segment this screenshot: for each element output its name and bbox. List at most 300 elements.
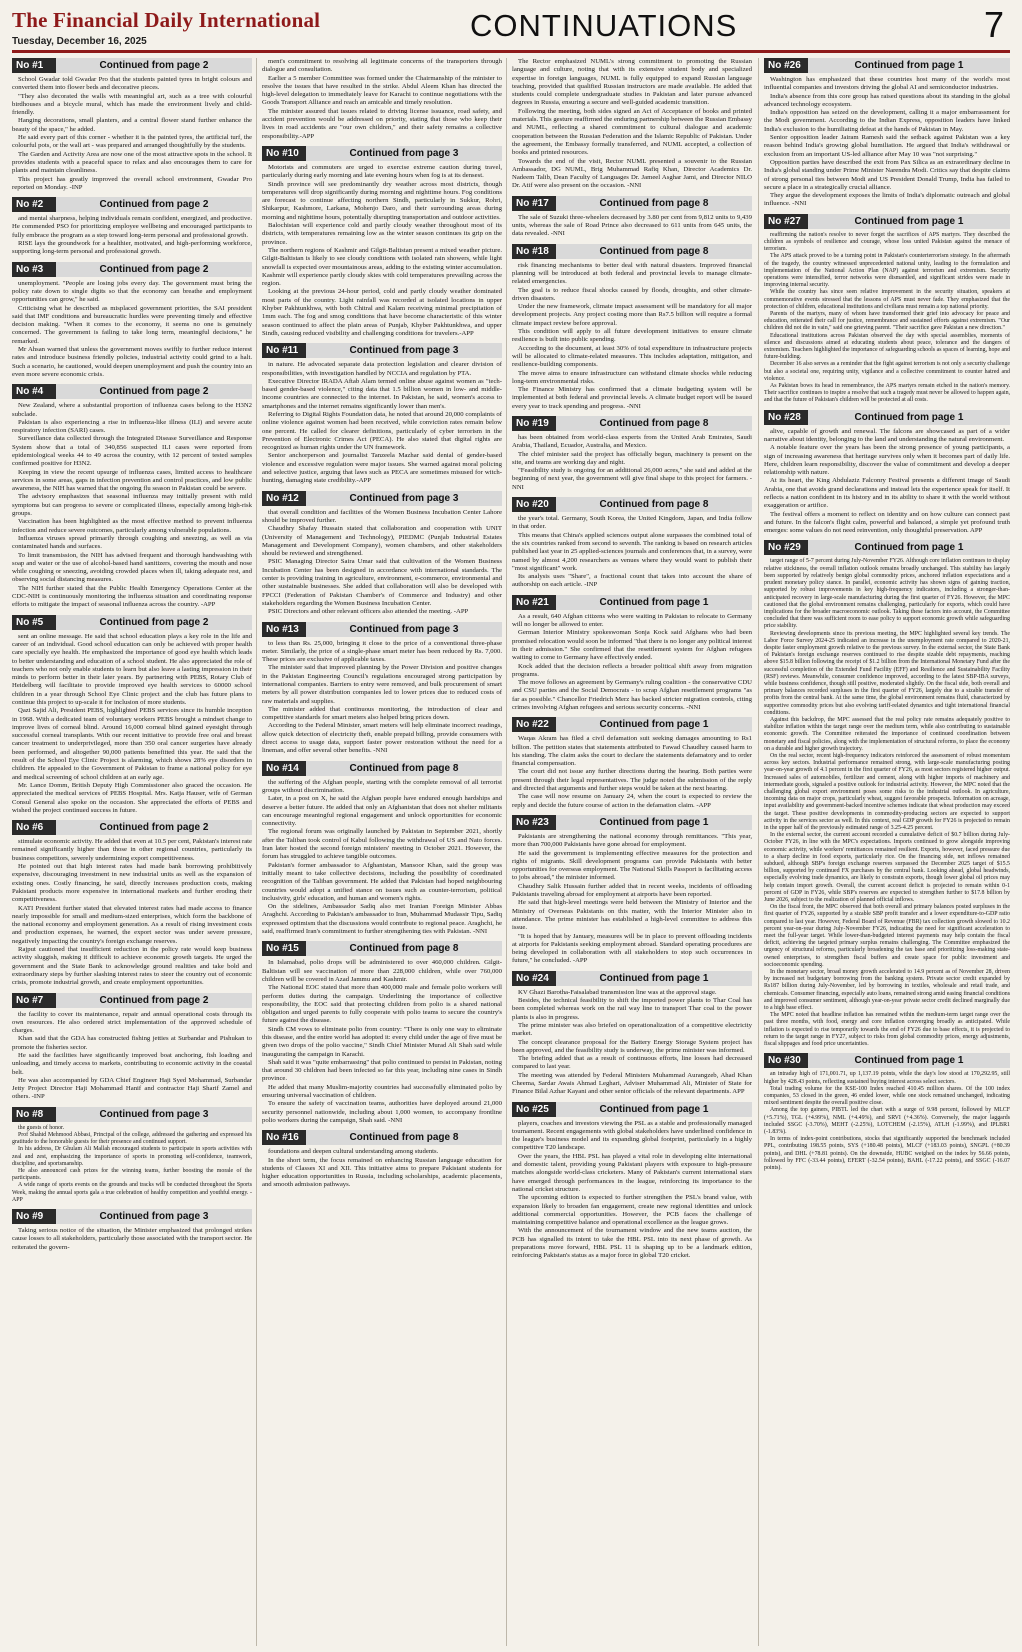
- paragraph: sent an online message. He said that school education plays a key role in the life and career of an individual. Good school education can only be achieved with proper health care specially eye health. He emphasized the importance of good eye health which leads to better understanding and education of a school student. He also appreciated the role of teachers who not only enable students to learn but also leave a lasting impression in their minds to perform better in their later years. By partnering with PEBS, Rotary Club of Heidelberg will facilitate to provide improved eye health services to 60000 school children in a year through School Eye Clinic project and the club has future plans to continue this project to up-scale it for inclusion of more students.: [12, 632, 252, 706]
- paragraph: Balochistan will experience cold and partly cloudy weather throughout most of its districts, with temperatures remaining low as the winter season continues its grip on the province.: [262, 222, 502, 246]
- story: [764, 58, 1010, 209]
- paragraph: The case will now resume on January 24, when the court is expected to review the reply and decide the future course of action in the defamation claim. -APP: [512, 793, 752, 809]
- story-number: No #24: [512, 971, 556, 986]
- story-body: [262, 779, 502, 937]
- paragraph: Its analysis uses "Share", a fractional count that takes into account the share of authorship on each article. -INP: [512, 573, 752, 589]
- story-number: No #7: [12, 993, 56, 1008]
- paragraph: To limit transmission, the NIH has advised frequent and thorough handwashing with soap and water or the use of alcohol-based hand sanitizers, covering the mouth and nose while coughing or sneezing, avoiding crowded places when ill, taking adequate rest, and observing social distancing measures.: [12, 551, 252, 584]
- paragraph: They argue the development exposes the limits of India's diplomatic outreach and global influence. -NNI: [764, 192, 1010, 208]
- story-body: [512, 735, 752, 810]
- paragraph: In the monetary sector, broad money growth accelerated to 14.9 percent as of November 28, driven by increased net budgetary borrowing from the banking system. Private sector credit expanded by Rs187 billion during July-November, led by borrowing in textiles, wholesale and retail trade, and chemicals. Consumer financing, especially auto loans, remained strong amid easing financial conditions and improved consumer sentiment, although year-on-year private sector credit declined marginally due to a high base effect.: [764, 969, 1010, 1012]
- story-body: [12, 402, 252, 609]
- paragraph: Prof Shahid Mehmood Abbasi, Principal of the college, addressed the gathering and expressed his gratitude to the honorable guests for their presence and continued support.: [12, 1131, 252, 1146]
- paragraph: Later, in a post on X, he said the Afghan people have endured enough hardships and deserve a better future. He added that only an Afghanistan that does not shelter militants can encourage meaningful regional engagement and unlock opportunities for economic connectivity.: [262, 795, 502, 828]
- masthead: [12, 6, 1010, 56]
- paragraph: According to the Federal Minister, smart meters will help eliminate incorrect readings, allow quick detection of electricity theft, enable prepaid billing, provide consumers with direct access to usage data, support faster power restoration without the need for a lineman, and offer several other benefits. -NNI: [262, 722, 502, 755]
- paragraph: Reviewing developments since its previous meeting, the MPC highlighted several key trends. The Labor Force Survey 2024-25 indicated an increase in the unemployment rate compared to 2020-21, despite faster employment growth relative to the previous survey. In the external sector, the State Bank of Pakistan's foreign exchange reserves continued to rise despite sizable debt repayments, reaching above $15.8 billion following the receipt of $1.2 billion from the International Monetary Fund after the successful completion of the Extended Fund Facility (EFF) and Resilience and Sustainability Facility (RSF) reviews. Meanwhile, consumer confidence improved, according to the latest SBP-IBA surveys, while business confidence, though still positive, moderated slightly. On the fiscal side, both overall and primary balances recorded surpluses in the first quarter of FY26, largely due to a sizable transfer of profits from the central bank. At the same time, the global environment remains fluid, characterized by supportive commodity prices but also evolving tariff-related dynamics and tight international financial conditions.: [764, 630, 1010, 716]
- story-header: [764, 214, 1010, 229]
- paragraph: At its heart, the King Abdulaziz Falconry Festival presents a different image of Saudi Arabia, one that avoids grand declarations and instead lets the experience speak for itself. It reflects a nation confident in its history and in its ability to share it with the world without exaggeration or artifice.: [764, 477, 1010, 510]
- story-body: [12, 838, 252, 987]
- column-divider: [758, 58, 759, 1646]
- paragraph: Qazi Sajid Ali, President PEBS, highlighted PEBS services since its humble inception in 1968. With a dedicated team of voluntary workers PEBS brought a mindset change to improve lives of corneal blind. Around 16,000 corneal blind gained eyesight through successful corneal transplants. With our recent initiative to provide free oral and breast cancer treatment to underprivileged, more than 350 oral cancer surgeries have already been performed, and altogether 90,000 patients benefitted this year. He said that the result of the School Eye Clinic Project is alarming, which shows 28% eye disorders in children. He appealed to the Government of Pakistan to frame a national policy for eye and medical screening of school children at an early age.: [12, 707, 252, 781]
- paragraph: This project has greatly improved the overall school environment, Gwadar Pro reported on Monday. -INP: [12, 175, 252, 191]
- story: [12, 1107, 252, 1204]
- paragraph: foundations and deepen cultural understanding among students.: [268, 1148, 439, 1156]
- story-body: [512, 989, 752, 1097]
- paragraph: India's absence from this core group has raised questions about its standing in the global advanced technology ecosystem.: [764, 92, 1010, 108]
- story-header: [12, 1209, 252, 1224]
- continued-from-label: Continued from page 1: [599, 972, 709, 984]
- paragraph: Chaudhry Salik Hussain further added that in recent weeks, incidents of offloading Pakistanis traveling abroad for employment at airports have been reported.: [512, 882, 752, 899]
- column-3: [512, 58, 752, 1646]
- paragraph: The concept clearance proposal for the Battery Energy Storage System project has been approved, and the feasibility study is underway, the prime minister was informed.: [512, 1038, 752, 1054]
- story-header: [262, 491, 502, 506]
- paragraph: The Garden and Activity Area are now one of the most attractive spots in the school. It provides students with a peaceful space to relax and also encourages them to care for plants and maintain cleanliness.: [12, 150, 252, 175]
- paragraph: Earlier a 5 member Committee was formed under the Chairmanship of the minister to resolve the issues that have resulted in the strike. Abdul Aleem Khan has directed the high-level delegation to immediately leave for Karachi to continue negotiations with the Goods Transport Alliance and reach an amicable and timely resolution.: [262, 74, 502, 107]
- story: [262, 622, 502, 756]
- paragraph: The meeting was attended by Federal Ministers Muhammad Aurangzeb, Ahad Khan Cheema, Sardar Awais Ahmad Leghari, Adviser Muhammad Ali, Minister of State for Finance Bilal Azhar Kayani and other senior officials of the relevant departments. APP: [512, 1071, 752, 1096]
- paragraph: players, coaches and investors viewing the PSL as a stable and professionally managed tournament. Recent engagements with global stakeholders have underlined confidence in the league's business model and its expanding global footprint, particularly in a highly competitive T20 landscape.: [512, 1119, 752, 1152]
- story-number: No #1: [12, 58, 56, 73]
- paragraph: The regional forum was originally launched by Pakistan in September 2021, shortly after the Taliban took control of Kabul following the withdrawal of US and Nato forces. Iran later hosted the second foreign ministers' meeting in October 2021. However, the forum has struggled to achieve tangible outcomes.: [262, 828, 502, 861]
- story: [764, 1053, 1010, 1172]
- story-body: [12, 633, 252, 816]
- paragraph: The upcoming edition is expected to further strengthen the PSL's brand value, with expansion likely to broaden fan engagement, create new regional identities and unlock additional commercial opportunities. However, the PCB faces the challenge of maintaining competitive balance and operational excellence as the league grows.: [512, 1194, 752, 1227]
- story-header: [512, 497, 752, 512]
- paragraph: KV Ghazi Barotha-Faisalabad transmission line was at the approval stage.: [518, 988, 717, 996]
- paragraph: He was also accompanied by GDA Chief Engineer Haji Syed Mohammad, Surbandar Jetty Project Director Haji Mohammad Hanif and contractor Haji Sharif Zamel and others. -INP: [12, 1076, 252, 1101]
- paragraph: Hanging decorations, small planters, and a central flower stand further enhance the beauty of the space," he added.: [12, 117, 252, 133]
- section-title: CONTINUATIONS: [470, 8, 738, 43]
- story-body: [512, 515, 752, 590]
- story-number: No #16: [262, 1130, 306, 1145]
- continued-from-label: Continued from page 1: [854, 411, 964, 423]
- paragraph: The minister added that continuous monitoring, the introduction of clear and competitive standards for smart meters also helped bring prices down.: [262, 705, 502, 722]
- story-header: [512, 416, 752, 431]
- paragraph: that overall condition and facilities of the Women Business Incubation Center Lahore should be improved further.: [262, 508, 502, 524]
- continued-from-label: Continued from page 8: [599, 197, 709, 209]
- paragraph: Against this backdrop, the MPC assessed that the real policy rate remains adequately positive to stabilize inflation within the target range over the medium term, while also contributing to sustainable economic growth. The Committee reiterated the importance of continued coordination between monetary and fiscal policies, along with the implementation of structural reforms, to place the economy on a durable and higher growth trajectory.: [764, 716, 1010, 752]
- paragraph: A wide range of sports events on the grounds and tracks will be conducted throughout the Sports Week, making the annual sports gala a true celebration of healthy competition and youthful energy. -APP: [12, 1182, 252, 1203]
- paragraph: Over the years, the HBL PSL has played a vital role in developing elite international and domestic talent, providing young Pakistani players with exposure to high-pressure matches alongside world-class cricketers. Many of Pakistan's current international stars have emerged through performances in the league, reinforcing its importance to the national cricket structure.: [512, 1152, 752, 1193]
- paragraph: The minister said that improved planning by the Power Division and positive changes in the Pakistan Engineering Council's regulations encouraged strong participation by international companies. Barriers to entry were removed, and bulk procurement of smart meters by all power distribution companies led to lower prices due to reduced costs of raw materials and supplies.: [262, 664, 502, 705]
- story-header: [262, 1130, 502, 1145]
- paragraph: Under the new framework, climate impact assessment will be mandatory for all major development projects. Any project costing more than Rs7.5 billion will require a formal climate impact review before approval.: [512, 303, 752, 327]
- paragraph: Washington has emphasized that these countries host many of the world's most influential companies and investors driving the global AI and semiconductor industries.: [764, 76, 1010, 92]
- story: [12, 993, 252, 1102]
- story: [764, 540, 1010, 1048]
- paragraph: to less than Rs. 25,000, bringing it close to the price of a conventional three-phase meter. Similarly, the price of a single-phase smart meter has been reduced by Rs. 7,000. These prices are exclusive of applicable taxes.: [262, 639, 502, 664]
- story-header: [764, 58, 1010, 73]
- story: [512, 497, 752, 590]
- paragraph: Taking serious notice of the situation, the Minister emphasized that prolonged strikes cause losses to all stakeholders, particularly those associated with the transport sector. He reiterated the govern-: [12, 1227, 252, 1251]
- story-number: No #3: [12, 262, 56, 277]
- story: [512, 196, 752, 239]
- continued-from-label: Continued from page 1: [599, 1103, 709, 1115]
- story-number: No #26: [764, 58, 808, 73]
- column-2: [262, 58, 502, 1646]
- paragraph: According to the document, at least 30% of total expenditure in infrastructure projects will be allocated to climate-related measures. This includes adaptation, mitigation, and resilience-building components.: [512, 344, 752, 369]
- continued-from-label: Continued from page 8: [349, 762, 459, 774]
- story-body: [512, 1120, 752, 1261]
- paragraph: He said every part of this corner - whether it is the painted tyres, the artificial turf, the colourful pots, or the wall art - was prepared and arranged thoughtfully by the students.: [12, 134, 252, 150]
- paragraph: On the fiscal front, the MPC observed that both overall and primary balances posted surpluses in the first quarter of FY26, supported by a sizable SBP profit transfer and a lower expenditure-to-GDP ratio compared to last year. However, Federal Board of Revenue (FBR) tax collection growth slowed to 10.2 percent year-on-year during July-November FY26, indicating the need for significant acceleration to meet the full-year target. While lower-than-budgeted interest payments may help contain the fiscal deficit, achieving the targeted primary surplus remains challenging. The Committee emphasized the urgency of structural reforms, particularly broadening the tax base and prioritizing loss-making state-owned enterprises, to strengthen fiscal buffers and create space for public investment and socioeconomic spending.: [764, 904, 1010, 968]
- story-header: [12, 993, 252, 1008]
- paragraph: Looking at the previous 24-hour period, cold and partly cloudy weather dominated most parts of the country. Light rainfall was recorded at isolated locations in upper Khyber Pakhtunkhwa, with both Chitral and Kalam receiving minimal precipitation of 1mm each. The fog and smog conditions that have become characteristic of this winter season continued to affect the plain areas of Punjab, Khyber Pakhtunkhwa, and upper Sindh, causing reduced visibility and challenging conditions for travelers.-APP: [262, 288, 502, 337]
- story-header: [512, 196, 752, 211]
- paragraph: He said the government is implementing effective measures for the protection and rights of migrants. Skill development programs can provide Pakistanis with better opportunities for overseas employment. The National Skills Passport is facilitating access to jobs abroad," the minister informed.: [512, 849, 752, 882]
- story-body: [12, 1011, 252, 1102]
- paragraph: "They also decorated the walls with meaningful art, such as a tree with colourful birdhouses and a bicycle mural, which has made the environment lively and child-friendly.: [12, 92, 252, 117]
- story: [512, 971, 752, 1097]
- story-body: [262, 58, 502, 141]
- continued-from-label: Continued from page 1: [854, 215, 964, 227]
- story: [12, 262, 252, 380]
- paragraph: In Islamabad, polio drops will be administered to over 460,000 children. Gilgit-Baltistan will see vaccination of more than 228,000 children, while over 760,000 children will be covered in Azad Jammu and Kashmir.: [262, 959, 502, 983]
- paragraph: As a result, 640 Afghan citizens who were waiting in Pakistan to relocate to Germany will no longer be allowed to enter.: [512, 612, 752, 629]
- paragraph: The APS attack proved to be a turning point in Pakistan's counterterrorism strategy. In the aftermath of the tragedy, the country witnessed unprecedented national unity, leading to the formulation and implementation of the National Action Plan (NAP) against terrorism and extremism. Security operations were intensified, terror networks were dismantled, and significant strides were made in improving internal security.: [764, 253, 1010, 289]
- story-body: [764, 428, 1010, 536]
- story: [764, 214, 1010, 405]
- paragraph: and mental sharpness, helping individuals remain confident, energized, and productive. He commended PSO for prioritizing employee wellbeing and encouraged participants to fully embrace the program as a step toward long-term personal and professional growth.: [12, 215, 252, 239]
- paragraph: The chief minister said the project has officially begun, machinery is present on the site, and teams are working day and night.: [512, 450, 752, 466]
- paragraph: The minister assured that issues related to driving license issuance, road safety, and accident prevention would be addressed on priority, stating that those who keep their lives in road accidents are "our own children," and their safety remains a collective responsibility.-APP: [262, 107, 502, 140]
- paragraph: The briefing added that as a result of continuous efforts, line losses had decreased compared to last year.: [512, 1055, 752, 1071]
- paragraph: The advisory emphasizes that seasonal influenza may initially present with mild symptoms but can progress to severe or complicated illness, especially among high-risk groups.: [12, 493, 252, 518]
- paragraph: Motorists and commuters are urged to exercise extreme caution during travel, particularly during early morning and late evening hours when fog is at its densest.: [262, 163, 502, 180]
- paragraph: Among the top gainers, PIBTL led the chart with a surge of 9.98 percent, followed by MLCF (+5.71%), TGL (+4.99%), NML (+4.49%), and SRVI (+4.36%). Conversely, the major laggards included SSGC (-3.70%), MEHT (-2.25%), LOTCHEM (-2.15%), ATLH (-1.99%), and IPLBR1 (-1.83%).: [764, 1107, 1010, 1135]
- story-number: No #30: [764, 1053, 808, 1068]
- continued-from-label: Continued from page 2: [99, 60, 209, 71]
- continued-from-label: Continued from page 2: [99, 994, 209, 1006]
- paragraph: With the announcement of the tournament window and the new teams auction, the PCB has signalled its intent to take the HBL PSL into its next phase of growth. As preparations move forward, HBL PSL 11 is shaping up to be a landmark edition, reinforcing Pakistan's status as a major force in global T20 cricket.: [512, 1227, 752, 1260]
- story-body: [764, 1071, 1010, 1172]
- paragraph: New Zealand, where a substantial proportion of influenza cases belong to the H3N2 subclade.: [12, 402, 252, 418]
- story-number: No #18: [512, 244, 556, 259]
- continued-from-label: Continued from page 2: [99, 822, 209, 834]
- paragraph: in nature. He advocated separate data protection legislation and clearer division of responsibilities, with investigation handled by NCCIA and regulation by PTA.: [262, 361, 502, 377]
- paragraph: Senior opposition leader Jairam Ramesh said the setback against Pakistan was a key reason behind India's growing global humiliation. He argued that India's withdrawal or exclusion from an important US-led alliance after May 10 was "not surprising.": [764, 134, 1010, 158]
- paragraph: He also announced cash prizes for the winning teams, further boosting the morale of the participants.: [12, 1167, 252, 1182]
- story-header: [12, 384, 252, 399]
- story-body: [12, 215, 252, 256]
- issue-date: Tuesday, December 16, 2025: [12, 36, 147, 47]
- story-header: [764, 540, 1010, 555]
- story-number: No #29: [764, 540, 808, 555]
- story-header: [512, 815, 752, 830]
- paragraph: In the external sector, the current account recorded a cumulative deficit of $0.7 billion during July-October FY26, in line with the MPC's expectations. Imports continued to grow alongside improving economic activity, while workers' remittances remained resilient. Exports, however, faced pressure due to a sharp decline in food exports, particularly rice. On the financing side, net inflows remained subdued, although SBP's foreign exchange reserves surpassed the December 2025 target of $15.5 billion, supported by continued FX purchases by the central bank. Looking ahead, global headwinds, especially evolving trade dynamics, are likely to constrain exports, though lower global oil prices may help contain import growth. Overall, the current account deficit is projected to remain within 0-1 percent of GDP in FY26, while SBP's reserves are expected to strengthen further to $17.8 billion by June 2026, subject to the realization of planned official inflows.: [764, 832, 1010, 904]
- paragraph: Referring to Digital Rights Foundation data, he noted that around 20,000 complaints of online violence against women had been received, while conviction rates remain below one percent. He called for clearer definitions, particularly of cyber terrorism in the Prevention of Electronic Crimes Act (PECA). He also stated that digital rights are recognized as human rights under the UN framework.: [262, 410, 502, 452]
- paragraph: Pakistan's former ambassador to Afghanistan, Mansoor Khan, said the group was initially meant to take collective decisions, including the possibility of coordinated recognition of the Taliban government. He added that Pakistan had hoped neighbouring countries would adopt a unified stance on issues such as counter-terrorism, political inclusivity, girls' education, and human and women's rights.: [262, 861, 502, 902]
- paragraph: In terms of index-point contributions, stocks that significantly supported the benchmark included PPL, contributing 198.55 points, SYS (+180.48 points), MLCF (+183.03 points), SNGPL (+80.39 points), and DHL (+78.81 points). On the downside, HUBC weighed on the index by 56.66 points, followed by FFC (-33.44 points), EFERT (-32.54 points), BAHL (-17.22 points), and SSGC (-16.07 points).: [764, 1136, 1010, 1171]
- story: [262, 1130, 502, 1189]
- paragraph: ment's commitment to resolving all legitimate concerns of the transporters through dialogue and consultation.: [262, 58, 502, 74]
- column-divider: [506, 58, 507, 1646]
- continued-from-label: Continued from page 8: [349, 943, 459, 955]
- story-number: No #6: [12, 820, 56, 835]
- paragraph: has been obtained from world-class experts from the United Arab Emirates, Saudi Arabia, Thailand, Ecuador, Australia, and Mexico.: [512, 433, 752, 450]
- paragraph: He said the facilities have significantly improved boat anchoring, fish loading and unloading, and timely access to markets, contributing to economic activity in the coastal belt.: [12, 1051, 252, 1076]
- paragraph: Khan said that the GDA has constructed fishing jetties at Surbandar and Pishukan to promote the fisheries sector.: [12, 1035, 252, 1051]
- paragraph: He pointed out that high interest rates had made bank borrowing prohibitively expensive, discouraging investment in new industrial units as well as the expansion of existing ones. Costly financing, he said, directly increases production costs, making Pakistani products more expensive in international markets and further eroding their competitiveness.: [12, 863, 252, 904]
- story-number: No #14: [262, 761, 306, 776]
- paragraph: Sindh CM vows to eliminate polio from country: "There is only one way to eliminate this disease, and the entire world has adopted it: every child under the age of five must be given two drops of the polio vaccine," Sindh Chief Minister Murad Ali Shah said while inaugurating the campaign in Karachi.: [262, 1025, 502, 1058]
- story-body: [262, 361, 502, 485]
- paragraph: RISE lays the groundwork for a healthier, motivated, and high-performing workforce, supporting long-term personal and professional growth.: [12, 240, 252, 256]
- paragraph: The sale of Suzuki three-wheelers decreased by 3.80 per cent from 9,812 units to 9,439 units, whereas the sale of Road Prince also decreased to 611 units from 645 units, the data revealed. -NNI: [512, 213, 752, 238]
- paragraph: "It is hoped that by January, measures will be in place to prevent offloading incidents at airports for Pakistanis seeking employment abroad. Standard operating procedures are being developed in collaboration with all stakeholders to stop such occurrences in future," he concluded. -APP: [512, 932, 752, 965]
- continued-from-label: Continued from page 3: [99, 1108, 209, 1120]
- paragraph: Sindh province will see predominantly dry weather across most districts, though temperatures will drop significantly during morning and nighttime hours. Fog conditions are forecast to continue affecting northern Sindh, particularly in Sukkur, Rohri, Shikarpur, Kashmore, Larkana, Mohenjo Daro, and their surrounding areas during morning and nighttime hours, potentially disrupting transportation and outdoor activities.: [262, 180, 502, 221]
- story-number: No #9: [12, 1209, 56, 1224]
- story-header: [512, 1102, 752, 1117]
- paragraph: Criticising what he described as misplaced government priorities, the SAI president said that IMF conditions and bureaucratic hurdles were preventing timely and effective decision making. "When it comes to the economy, it seems no one is genuinely concerned. The government is failing to take long term, meaningful decisions," he remarked.: [12, 304, 252, 345]
- paragraph: The goal is to reduce fiscal shocks caused by floods, droughts, and other climate-driven disasters.: [512, 286, 752, 302]
- continued-from-label: Continued from page 2: [99, 263, 209, 275]
- story-header: [12, 58, 252, 73]
- story-body: [12, 76, 252, 192]
- story-number: No #13: [262, 622, 306, 637]
- story-body: [764, 76, 1010, 209]
- paragraph: KATI President further stated that elevated interest rates had made access to finance nearly impossible for small and medium-sized enterprises, which form the backbone of the national economy and employment generation. As a result of rising investment costs and production expenses, he warned, the export sector was under severe pressure, negatively impacting the country's foreign exchange reserves.: [12, 904, 252, 945]
- continued-from-label: Continued from page 3: [99, 1211, 209, 1222]
- story-header: [12, 197, 252, 212]
- story-number: No #12: [262, 491, 306, 506]
- story: [12, 615, 252, 816]
- story-header: [262, 761, 502, 776]
- paragraph: The move aims to ensure infrastructure can withstand climate shocks while reducing long-term environmental risks.: [512, 369, 752, 385]
- story: [262, 941, 502, 1125]
- paragraph: The National EOC stated that more than 400,000 male and female polio workers will perform duties during the campaign. Underlining the importance of collective responsibility, the EOC said that protecting children from polio is a shared national obligation and urged parents to fully cooperate with polio teams to secure the country's future against the disease.: [262, 984, 502, 1025]
- story-number: No #15: [262, 941, 306, 956]
- story-body: [262, 1148, 502, 1189]
- paragraph: stimulate economic activity. He added that even at 10.5 per cent, Pakistan's interest rate remained significantly higher than those in other regional countries, particularly its business competitors, severely undermining export competitiveness.: [12, 838, 252, 862]
- paragraph: The court did not issue any further directions during the hearing. Both parties were present through their legal representatives. The judge noted the submission of the reply and directed that arguments and further steps would be taken at the next hearing.: [512, 768, 752, 793]
- paragraph: the year's total. Germany, South Korea, the United Kingdom, Japan, and India follow in that order.: [512, 515, 752, 531]
- paragraph: target range of 5-7 percent during July-November FY26. Although core inflation continues to display relative stickiness, the overall inflation outlook remains broadly unchanged. This stability has largely been supported by relatively benign global commodity prices, anchored inflation expectations and a prudent monetary policy stance. In parallel, economic activity has shown signs of gaining traction, supported by robust improvements in key high-frequency indicators, including a stronger-than-anticipated recovery in large-scale manufacturing during the first quarter of FY26. However, the MPC cautioned that the global environment remains challenging, particularly for exports, which could have implications for the broader macroeconomic outlook. Taking these factors into account, the Committee concluded that there was sufficient room to ease policy to support economic growth while safeguarding price stability.: [764, 558, 1010, 630]
- paragraph: Mr. Lance Domm, British Deputy High Commissioner also graced the occasion. He appreciated the medical services of PEBS Hospital. Mrs. Katja Hauser, wife of German Consul General also spoke on the occasion. She appreciated the efforts of PEBS and wished the project continued success in future.: [12, 781, 252, 814]
- story: [262, 491, 502, 617]
- story-header: [12, 262, 252, 277]
- story-body: [12, 280, 252, 380]
- story-body: [512, 262, 752, 411]
- story-number: No #11: [262, 343, 306, 358]
- column-4: [764, 58, 1010, 1646]
- story-number: No #2: [12, 197, 56, 212]
- story-header: [262, 622, 502, 637]
- paper-name: The Financial Daily International: [12, 8, 321, 32]
- paragraph: Besides, the technical feasibility to shift the imported power plants to Thar Coal has been completed whereas work on the rail way line to transport Thar coal to the power plants is also in progress.: [512, 997, 752, 1021]
- paragraph: Executive Director IRADA Aftab Alam termed online abuse against women as "tech-based gender-based violence," citing data that 1.5 billion women in low- and middle-income countries are connected to the internet. In Pakistan, he said, women's access to smartphones and the internet remains significantly lower than men's.: [262, 377, 502, 410]
- story: [512, 1102, 752, 1261]
- paragraph: The MPC noted that headline inflation has remained within the medium-term target range over the past three months, with food, energy and core inflation converging broadly as anticipated. While inflation is expected to rise temporarily towards the end of FY26 due to base effects, it is projected to return to the target range in FY27, subject to risks from global commodity prices, energy adjustments, fiscal slippages and food price uncertainties.: [764, 1012, 1010, 1048]
- story: [12, 58, 252, 192]
- story-number: No #4: [12, 384, 56, 399]
- paragraph: The move follows an agreement by Germany's ruling coalition - the conservative CDU and CSU parties and the Social Democrats - to scrap Afghan resettlement programs "as far as possible." Chancellor Friedrich Merz has backed stricter migration controls, citing crimes involving Afghan refugees and serious security concerns. -NNI: [512, 679, 752, 711]
- story-number: No #19: [512, 416, 556, 431]
- paragraph: Educational institutions across Pakistan observed the day with special assemblies, moments of silence and discussions aimed at educating students about peace, tolerance and the dangers of extremism. Teachers highlighted the importance of safeguarding schools as spaces of learning, hope and future-building.: [764, 332, 1010, 361]
- story-body: [512, 833, 752, 966]
- continued-from-label: Continued from page 1: [599, 596, 709, 608]
- story: [12, 1209, 252, 1252]
- story-header: [12, 615, 252, 630]
- story: [12, 384, 252, 609]
- column-divider: [256, 58, 257, 1646]
- column-1: [12, 58, 252, 1646]
- story-body: [262, 509, 502, 617]
- story-number: No #20: [512, 497, 556, 512]
- story-header: [262, 146, 502, 161]
- paragraph: Parents of the martyrs, many of whom have transformed their grief into advocacy for peace and education, reiterated their call for justice, remembrance and sustained efforts against extremism. "Our children did not die in vain," said one grieving parent. "Their sacrifice gave Pakistan a new direction.": [764, 310, 1010, 332]
- paragraph: Shah said it was "quite embarrassing" that polio continued to persist in Pakistan, noting that around 30 children had been infected so far this year, including nine cases in Sindh province.: [262, 1058, 502, 1083]
- story-header: [12, 1107, 252, 1122]
- continued-from-label: Continued from page 2: [99, 199, 209, 211]
- continued-from-label: Continued from page 2: [99, 386, 209, 398]
- continued-from-label: Continued from page 1: [599, 719, 709, 731]
- paragraph: Surveillance data collected through the Integrated Disease Surveillance and Response System show that a total of 340,856 suspected ILI cases were reported from epidemiological weeks 44 to 49 across the country, with 12 percent of tested samples confirmed positive for H3N2.: [12, 435, 252, 468]
- paragraph: "Feasibility study is ongoing for an additional 26,000 acres," she said and added at the beginning of next year, the government will give final shape to this project for farmers. -NNI: [512, 467, 752, 491]
- paragraph: On the real sector, recent high-frequency indicators reinforced the assessment of robust momentum across key sectors. Industrial performance remained strong, with large-scale manufacturing posting year-on-year growth of 4.1 percent in the first quarter of FY26, as most sectors registered higher output. Increased sales of automobiles, fertilizer and cement, along with higher imports of machinery and intermediate goods, signaled a positive outlook for industrial activity. However, the MPC noted that the challenging global export environment poses some risks to the industrial outlook. In agriculture, incoming data on major crops, particularly wheat, suggest favorable prospects. Information on acreage, input availability and government-backed incentive schemes indicate that wheat production may exceed the target. These positive developments in commodity-producing sectors are expected to support activity in the services sector as well. In this context, real GDP growth for FY26 is projected to remain in the upper half of the previously estimated range of 3.25-4.25 percent.: [764, 752, 1010, 831]
- story-header: [12, 820, 252, 835]
- story-header: [262, 941, 502, 956]
- paragraph: Vaccination has been highlighted as the most effective method to prevent influenza infection and reduce severe outcomes, particularly among vulnerable populations.: [12, 518, 252, 534]
- story-body: [512, 434, 752, 492]
- continued-from-label: Continued from page 8: [599, 245, 709, 257]
- story-header: [512, 244, 752, 259]
- story-body: [512, 58, 752, 191]
- continued-from-label: Continued from page 1: [854, 60, 964, 71]
- story: [512, 815, 752, 966]
- paragraph: PSIC Directors and other relevant officers also attended the meeting. -APP: [268, 608, 469, 616]
- paragraph: As Pakistan bows its head in remembrance, the APS martyrs remain etched in the nation's memory. Their sacrifice continues to inspire a resolve that such a tragedy must never be allowed to happen again, and that the future of Pakistan's children will be protected at all costs.: [764, 383, 1010, 404]
- story-header: [512, 595, 752, 610]
- paragraph: Towards the end of the visit, Rector NUML presented a souvenir to the Russian Ambassador, DG NUML, Brig Muhammad Rafiq Khan, Director Academics Dr. Nadeem Talib, Dean Faculty of Languages Dr. Jameel Asghar Jami, and Director NILO Dr. Atif were also present on the occasion. -NNI: [512, 157, 752, 190]
- story-body: [262, 640, 502, 756]
- masthead-rule: [12, 50, 1010, 53]
- paragraph: Mr Ahsan warned that unless the government moves swiftly to further reduce interest rates and introduce business friendly policies, industrial activity could grind to a halt. Such a scenario, he cautioned, would deepen unemployment and push the country into an even more severe economic crisis.: [12, 346, 252, 378]
- paragraph: Rajput cautioned that insufficient reduction in the policy rate would keep business activity sluggish, making it difficult to achieve economic growth targets. He urged the government and the State Bank to acknowledge ground realities and take bold and extraordinary steps by further slashing interest rates to steer the country out of economic crisis, promote industrial growth, and create employment opportunities.: [12, 946, 252, 987]
- paragraph: Senior anchorperson and journalist Tanzeela Mazhar said denial of gender-based violence and excessive regulation were major issues. She warned against moral policing and selective justice, arguing that laws such as PECA are sometimes misused for witch-hunting, damaging state credibility.-APP: [262, 452, 502, 485]
- paragraph: School Gwadar told Gwadar Pro that the students painted tyres in bright colours and converted them into flower beds and decorative pieces.: [12, 76, 252, 92]
- story-body: [12, 1125, 252, 1204]
- story: [262, 761, 502, 937]
- story-header: [764, 1053, 1010, 1068]
- story-number: No #25: [512, 1102, 556, 1117]
- continued-from-label: Continued from page 3: [349, 623, 459, 635]
- paragraph: risk financing mechanisms to better deal with natural disasters. Improved financial planning will be introduced at both federal and provincial levels to manage climate-related emergencies.: [512, 261, 752, 286]
- story-body: [262, 959, 502, 1125]
- paragraph: Following the meeting, both sides signed an Act of Acceptance of books and printed materials. This gesture reaffirmed the enduring partnership between the Russian Embassy and NUML, reflecting a shared commitment to cultural dialogue and academic cooperation between the Russian Federation and the Islamic Republic of Pakistan. Under the agreement, the Embassy formally transferred, and NUML accepted, a collection of books and printed resources.: [512, 107, 752, 157]
- paragraph: On the sidelines, Ambassador Sadiq also met Iranian Foreign Minister Abbas Araghchi. According to Pakistan's ambassador to Iran, Muhammad Mudassir Tipu, Sadiq expressed optimism that the discussions would contribute to regional peace. Araghchi, he said, reaffirmed Iran's commitment to further strengthening ties with Pakistan. -NNI: [262, 903, 502, 936]
- story: [262, 58, 502, 141]
- continued-from-label: Continued from page 8: [599, 417, 709, 429]
- continued-from-label: Continued from page 8: [599, 499, 709, 511]
- story-number: No #8: [12, 1107, 56, 1122]
- story: [12, 197, 252, 256]
- story: [262, 146, 502, 338]
- paragraph: The festival offers a moment to reflect on identity and on how culture can connect past and future. In the falcon's flight calm, powerful and balanced, a simple yet profound truth emerges: some values do not need reinvention, only thoughtful preservation. APP: [764, 510, 1010, 535]
- page-number: 7: [983, 4, 1004, 45]
- paragraph: German Interior Ministry spokeswoman Sonja Kock said Afghans who had been promised relocation would soon be informed "that there is no longer any political interest in their admission." She confirmed that the resettlement system for Afghan refugees waiting to come to Germany have effectively ended.: [512, 629, 752, 662]
- paragraph: This condition will apply to all future development initiatives to ensure climate resilience is built into public spending.: [512, 328, 752, 344]
- paragraph: an intraday high of 171,001.71, up 1,137.19 points, while the day's low stood at 170,292.95, still higher by 428.43 points, reflecting sustained buying interest across select sectors.: [764, 1071, 1010, 1085]
- continued-from-label: Continued from page 2: [99, 616, 209, 628]
- paragraph: A notable feature over the years has been the strong presence of young participants, a sign of increasing awareness that heritage survives only when it becomes part of daily life. Here, children learn responsibility, discover the value of commitment and develop a deeper relationship with nature.: [764, 444, 1010, 477]
- story-number: No #23: [512, 815, 556, 830]
- continued-from-label: Continued from page 1: [854, 542, 964, 554]
- paragraph: Pakistanis are strengthening the national economy through remittances. "This year, more than 700,000 Pakistanis have gone abroad for employment.: [512, 832, 752, 849]
- continued-from-label: Continued from page 3: [349, 147, 459, 159]
- paragraph: Influenza viruses spread primarily through coughing and sneezing, as well as via contaminated hands and surfaces.: [12, 534, 252, 551]
- paragraph: The Rector emphasized NUML's strong commitment to promoting the Russian language and culture, noting that with its extensive student body and specialized expertise in foreign languages, NUML is fully equipped to expand Russian language teaching, provided that qualified Russian instructors are made available. He added that students could complete undergraduate studies in Pakistan and later pursue advanced degrees in Russia, ensuring a secure and well-guided academic transition.: [512, 58, 752, 107]
- paragraph: The Finance Ministry has confirmed that a climate budgeting system will be implemented at both federal and provincial levels. A climate budget report will be issued every year to track spending and progress. -NNI: [512, 386, 752, 410]
- story: [764, 410, 1010, 536]
- story-header: [512, 717, 752, 732]
- paragraph: To ensure the safety of vaccination teams, authorities have deployed around 21,000 security personnel nationwide, including about 1,000 women, to accompany frontline polio workers during the campaign, Shah said. -NNI: [262, 1100, 502, 1124]
- paragraph: PSIC Managing Director Saira Umar said that cultivation of the Women Business Incubation Center has been designed in accordance with international standards. The center is providing training in agriculture, environment, e-commerce, environmental and other sustainable businesses. She added that collaboration will also be developed with FPCCI (Federation of Pakistan Chamber's of Commerce and Industry) and other stakeholders regarding the Women Business Incubation Center.: [262, 558, 502, 607]
- paragraph: Pakistan is also experiencing a rise in influenza-like illness (ILI) and severe acute respiratory infection (SARI) cases.: [12, 418, 252, 435]
- paragraph: the facility to cover its maintenance, repair and annual operational costs through its own resources. He also ordered strict implementation of the approved schedule of charges.: [12, 1010, 252, 1035]
- story-body: [262, 164, 502, 338]
- paragraph: He added that many Muslim-majority countries had successfully eliminated polio by ensuring universal vaccination of children.: [262, 1083, 502, 1100]
- paragraph: Chaudhry Shafay Hussain stated that collaboration and cooperation with UNIT (University of Management and Technology), PIEDMC (Punjab Industrial Estates Management and Development Company), women chambers, and other stakeholders should be reviewed and strengthened.: [262, 525, 502, 558]
- paragraph: Kock added that the decision reflects a broader political shift away from migration programs.: [512, 662, 752, 678]
- paragraph: alive, capable of growth and renewal. The falcons are showcased as part of a wider narrative about identity, belonging to the land and understanding the natural environment.: [764, 427, 1010, 443]
- story-number: No #17: [512, 196, 556, 211]
- story-number: No #22: [512, 717, 556, 732]
- paragraph: reaffirming the nation's resolve to never forget the sacrifices of APS martyrs. They described the children as symbols of resilience and courage, whose loss united Pakistan against the menace of terrorism.: [764, 231, 1010, 253]
- paragraph: This means that China's applied sciences output alone surpasses the combined total of the six countries ranked from second to seventh. The ranking is based on research articles published last year in 25 applied-sciences journals and conferences that, in a survey, were named by almost 4,200 researchers as venues where they would want to publish their "most significant" work.: [512, 531, 752, 572]
- story-body: [12, 1227, 252, 1252]
- continued-from-label: Continued from page 3: [349, 492, 459, 504]
- paragraph: Keeping in view the recent upsurge of influenza cases, limited access to healthcare services in some areas, gaps in infection prevention and control practices, and low public awareness, the NIH has warned that the ongoing flu season in Pakistan could be severe.: [12, 468, 252, 493]
- continued-from-label: Continued from page 1: [854, 1055, 964, 1067]
- paragraph: The prime minister was also briefed on operationalization of a competitive electricity market.: [512, 1021, 752, 1038]
- story-header: [512, 971, 752, 986]
- story-body: [512, 214, 752, 239]
- story: [512, 58, 752, 191]
- paragraph: India's opposition has seized on the development, calling it a major embarrassment for the Modi government. According to the Indian Express, opposition leaders have linked India's exclusion to the humiliating defeat at the hands of Pakistan in May.: [764, 109, 1010, 133]
- story-number: No #27: [764, 214, 808, 229]
- story: [512, 595, 752, 713]
- story-number: No #21: [512, 595, 556, 610]
- paragraph: The northern regions of Kashmir and Gilgit-Baltistan present a mixed weather picture. Gilgit-Baltistan is likely to see cloudy conditions with isolated rain showers, while light snowfall is expected over mountainous areas, adding to the existing winter accumulation. Kashmir will experience partly cloudy skies with cold temperatures prevailing across the region.: [262, 246, 502, 288]
- paragraph: the suffering of the Afghan people, starting with the complete removal of all terrorist groups without discrimination.: [262, 778, 502, 794]
- story: [512, 717, 752, 810]
- paragraph: In his address, Dr Ghulam Ali Mallah encouraged students to participate in sports activities with zeal and zest, emphasizing the importance of sports in promoting self-confidence, teamwork, discipline, and sportsmanship.: [12, 1146, 252, 1167]
- paragraph: the guests of honor.: [18, 1124, 65, 1131]
- paragraph: In the short term, the focus remained on enhancing Russian language education for students of Classes XI and XII. This initiative aims to prepare Pakistani students for higher education opportunities in Russia, including scholarships, academic placements, and smooth admission pathways.: [262, 1156, 502, 1189]
- paragraph: He said that high-level meetings were held between the Ministry of Interior and the Ministry of Overseas Pakistanis on this matter, with the Interior Minister also in attendance. The prime minister has established a high-level committee to address this issue.: [512, 899, 752, 932]
- story-body: [512, 613, 752, 713]
- story: [512, 416, 752, 492]
- paragraph: unemployment. "People are losing jobs every day. The government must bring the policy rate down to single digits so that the economy can breathe and employment opportunities can grow," he said.: [12, 279, 252, 304]
- story: [512, 244, 752, 411]
- paragraph: Waqas Akram has filed a civil defamation suit seeking damages amounting to Rs1 billion. The petition states that statements attributed to Fawad Chaudhry caused harm to his standing. The claim asks the court to declare the statements defamatory and to order financial compensation.: [512, 735, 752, 768]
- story-number: No #5: [12, 615, 56, 630]
- story: [12, 820, 252, 987]
- paragraph: While the country has since seen relative improvement in the security situation, speakers at commemorative events stressed that the lessons of APS must never fade. They emphasized that the protection of children, educational institutions and civilians must remain a top national priority.: [764, 289, 1010, 310]
- continued-from-label: Continued from page 3: [349, 345, 459, 357]
- story-body: [764, 558, 1010, 1048]
- paragraph: Opposition parties have described the exit from Pax Silica as an extraordinary decline in India's global standing under Prime Minister Narendra Modi. Critics say that despite claims of strong personal ties between Modi and US President Donald Trump, India has failed to secure a place in a strategically crucial alliance.: [764, 158, 1010, 191]
- continued-from-label: Continued from page 8: [349, 1132, 459, 1144]
- paragraph: December 16 also serves as a reminder that the fight against terrorism is not only a security challenge but also a societal one, requiring unity, vigilance and a collective commitment to counter hatred and violence.: [764, 361, 1010, 382]
- paragraph: Total trading volume for the KSE-100 Index reached 410.45 million shares. Of the 100 index companies, 53 closed in the green, 46 ended lower, while one stock remained unchanged, indicating mixed sentiment despite the overall positive close.: [764, 1085, 1010, 1107]
- story-body: [764, 232, 1010, 405]
- continued-from-label: Continued from page 1: [599, 816, 709, 828]
- story-header: [262, 343, 502, 358]
